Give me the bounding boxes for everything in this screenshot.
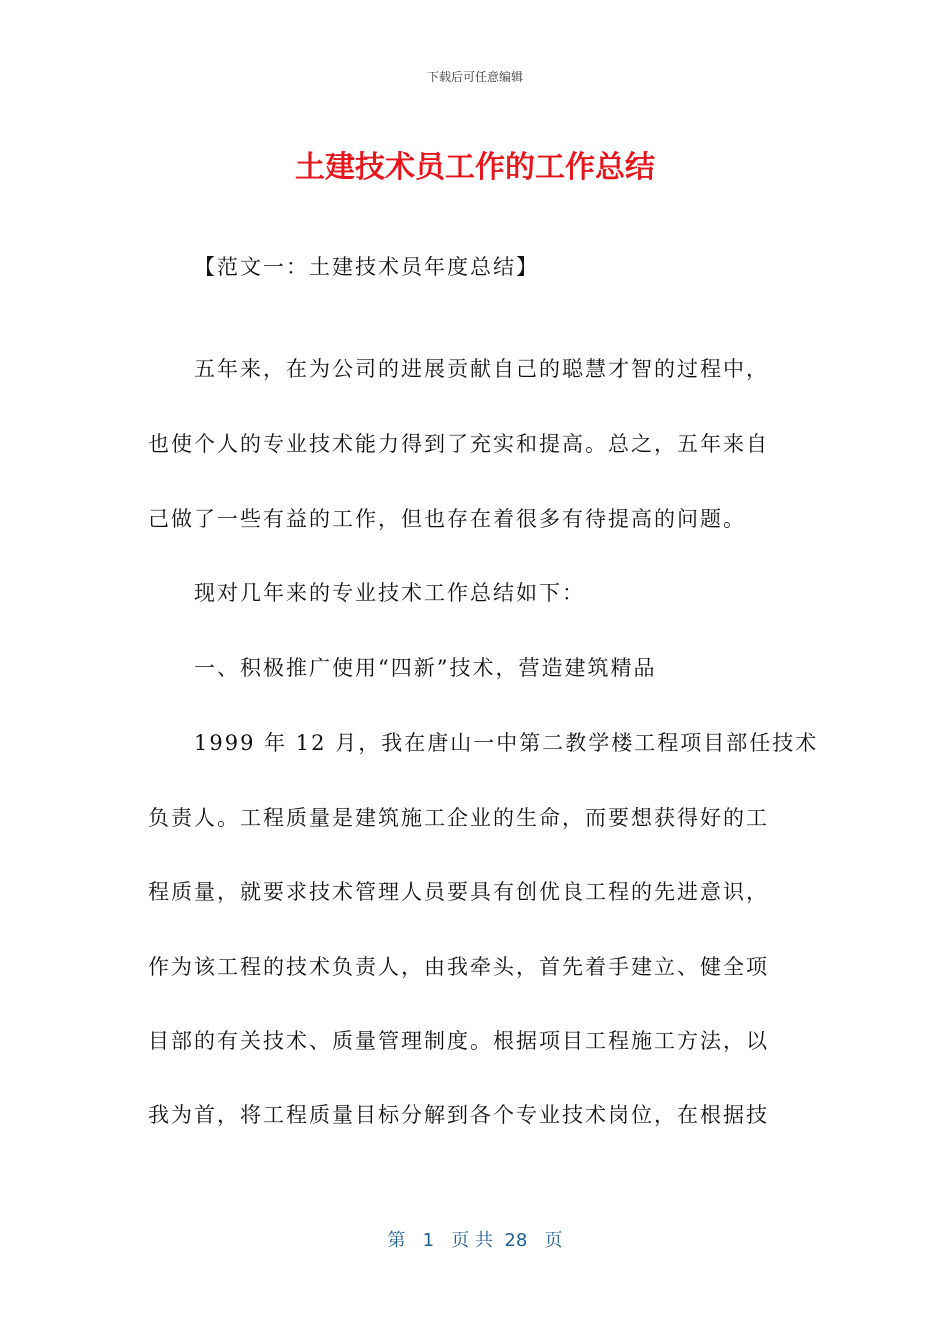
page-number: 第 1 页 共 28 页	[387, 1230, 563, 1251]
paragraph-line: 一、积极推广使用“四新”技术，营造建筑精品	[194, 656, 657, 680]
header-note: 下载后可任意编辑	[426, 70, 523, 84]
paragraph-line: 作为该工程的技术负责人，由我牵头，首先着手建立、健全项	[148, 955, 769, 979]
paragraph-line: 现对几年来的专业技术工作总结如下：	[194, 581, 585, 605]
paragraph-line: 目部的有关技术、质量管理制度。根据项目工程施工方法，以	[148, 1029, 769, 1053]
paragraph-line: 五年来，在为公司的进展贡献自己的聪慧才智的过程中，	[194, 357, 769, 381]
paragraph-line: 【范文一：土建技术员年度总结】	[194, 255, 539, 279]
paragraph-line: 1999 年 12 月，我在唐山一中第二教学楼工程项目部任技术	[194, 731, 819, 755]
paragraph-line: 己做了一些有益的工作，但也存在着很多有待提高的问题。	[148, 507, 746, 531]
paragraph-line: 负责人。工程质量是建筑施工企业的生命，而要想获得好的工	[148, 806, 769, 830]
document-title: 土建技术员工作的工作总结	[295, 150, 655, 185]
paragraph-line: 我为首，将工程质量目标分解到各个专业技术岗位，在根据技	[148, 1103, 769, 1127]
paragraph-line: 程质量，就要求技术管理人员要具有创优良工程的先进意识，	[148, 880, 769, 904]
paragraph-line: 也使个人的专业技术能力得到了充实和提高。总之，五年来自	[148, 432, 769, 456]
